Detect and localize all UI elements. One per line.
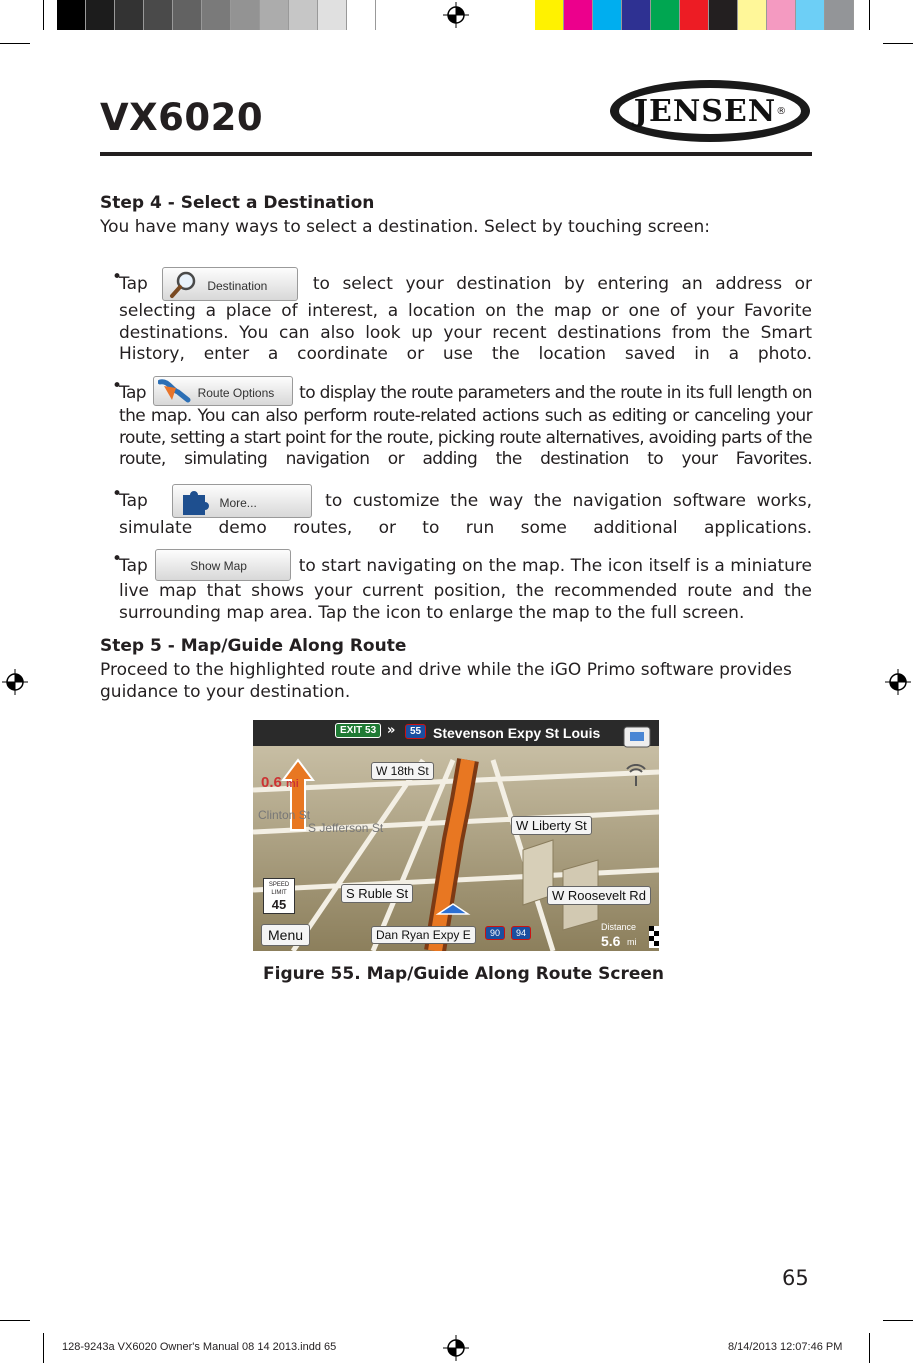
distance-label: Distance (601, 922, 637, 932)
street-label: W Roosevelt Rd (547, 886, 651, 905)
route-options-button-label: Route Options (197, 386, 275, 400)
registration-target-icon (443, 2, 469, 28)
color-swatch (144, 0, 173, 30)
interstate-shield-icon: 55 (405, 724, 426, 739)
bullet: • (112, 267, 123, 287)
puzzle-icon (179, 487, 211, 517)
street-label: S Jefferson St (308, 821, 384, 835)
color-calibration-bar (535, 0, 854, 30)
color-swatch (260, 0, 289, 30)
list-item-more (119, 484, 812, 540)
step4-intro: You have many ways to select a destination. Select by touching screen: (100, 217, 710, 237)
page-number: 65 (782, 1266, 809, 1290)
turn-distance (261, 774, 299, 791)
crop-mark (883, 43, 913, 44)
color-swatch (651, 0, 680, 30)
color-swatch (564, 0, 593, 30)
list-item-destination (119, 267, 812, 366)
color-swatch (709, 0, 738, 30)
crop-mark (0, 1320, 30, 1321)
destination-button[interactable] (162, 267, 298, 301)
list-item-route-options (119, 376, 812, 471)
destination-description: to select your destination by entering an address or selecting a place of interest, a location on the map or one of your Favorite destinations. You can also look up your recent destinations from the Smart History, enter a coordinate or use the location saved in a photo. (119, 274, 812, 364)
show-map-button[interactable] (155, 549, 291, 581)
color-swatch (289, 0, 318, 30)
signal-icon (623, 764, 649, 790)
color-swatch (593, 0, 622, 30)
step4-heading: Step 4 - Select a Destination (100, 193, 375, 213)
distance-value: 5.6 (601, 933, 621, 949)
more-description: to customize the way the navigation software works, simulate demo routes, or to run some additional applications. (119, 491, 813, 538)
color-swatch (622, 0, 651, 30)
exit-badge: EXIT 53 (335, 723, 381, 738)
list-item-show-map (119, 549, 812, 624)
bullet: • (112, 549, 123, 569)
bullet: • (112, 376, 123, 396)
menu-button[interactable]: Menu (261, 924, 310, 946)
tap-word: Tap (119, 274, 148, 294)
color-swatch (202, 0, 231, 30)
figure-caption: Figure 55. Map/Guide Along Route Screen (263, 964, 665, 984)
speed-limit-value: 45 (271, 897, 287, 912)
print-slug-file: 128-9243a VX6020 Owner's Manual 08 14 2013.indd 65 (62, 1341, 337, 1353)
tap-word: Tap (119, 556, 148, 576)
destination-button-label: Destination (207, 279, 268, 293)
more-button[interactable] (172, 484, 312, 518)
turn-distance-value: 0.6 (261, 774, 282, 791)
show-map-description: to start navigating on the map. The icon itself is a miniature live map that shows your current position, the recommended route and the surrounding map area. Tap the icon to enlarge the map to the full screen. (119, 556, 813, 623)
color-swatch (115, 0, 144, 30)
current-road-name: Dan Ryan Expy E (371, 926, 476, 944)
tap-word: Tap (119, 383, 146, 403)
speed-sign-line: LIMIT (271, 890, 287, 896)
bullet: • (112, 484, 123, 504)
crop-mark (43, 0, 44, 30)
color-swatch (86, 0, 115, 30)
map-background (253, 720, 659, 951)
color-swatch (231, 0, 260, 30)
color-swatch (347, 0, 376, 30)
distance-unit: mi (627, 937, 637, 947)
tap-word: Tap (119, 491, 148, 511)
header-rule (100, 152, 812, 156)
interstate-shield-icon: 90 (485, 926, 505, 940)
street-label: W 18th St (371, 762, 434, 780)
speed-limit-sign (263, 878, 295, 914)
checkered-flag-icon (649, 926, 659, 948)
model-title: VX6020 (100, 96, 264, 139)
magnifier-icon (169, 269, 199, 299)
color-swatch (535, 0, 564, 30)
crop-mark (43, 1333, 44, 1363)
street-label: W Liberty St (511, 816, 592, 835)
route-options-description: to display the route parameters and the route in its full length on the map. You can also perform route-related actions such as editing or canceling your route, setting a start point for the route, picking route alternatives, avoiding parts of the route, simulating navigation or adding the destination to your Favorites. (119, 383, 812, 469)
registration-target-icon (2, 669, 28, 695)
color-swatch (767, 0, 796, 30)
more-button-label: More... (219, 496, 257, 510)
color-swatch (796, 0, 825, 30)
street-label: Clinton St (258, 808, 311, 822)
street-label: S Ruble St (341, 884, 413, 903)
next-road-name: Stevenson Expy St Louis (433, 725, 601, 741)
grey-calibration-bar (57, 0, 376, 30)
color-swatch (680, 0, 709, 30)
crop-mark (869, 0, 870, 30)
color-swatch (173, 0, 202, 30)
registration-target-icon (885, 669, 911, 695)
color-swatch (738, 0, 767, 30)
view-toggle-icon[interactable] (623, 726, 651, 748)
registered-mark: ® (776, 105, 787, 117)
route-options-button[interactable] (153, 376, 293, 406)
print-slug-date: 8/14/2013 12:07:46 PM (728, 1341, 843, 1353)
step5-heading: Step 5 - Map/Guide Along Route (100, 636, 407, 656)
crop-mark (883, 1320, 913, 1321)
crop-mark (0, 43, 30, 44)
speed-sign-line: SPEED (268, 882, 290, 888)
interstate-shield-icon: 94 (511, 926, 531, 940)
color-swatch (825, 0, 854, 30)
color-swatch (318, 0, 347, 30)
map-arrows: » (387, 723, 396, 738)
map-screenshot (253, 720, 659, 951)
registration-target-icon (443, 1335, 469, 1361)
show-map-button-label: Show Map (190, 559, 247, 573)
crop-mark (869, 1333, 870, 1363)
color-swatch (57, 0, 86, 30)
route-options-icon (158, 378, 192, 404)
brand-wordmark: JENSEN (633, 93, 777, 129)
jensen-logo (610, 80, 810, 142)
turn-distance-unit: mi (286, 778, 299, 790)
step5-text: Proceed to the highlighted route and drive while the iGO Primo software provides guidance to your destination. (100, 660, 792, 702)
